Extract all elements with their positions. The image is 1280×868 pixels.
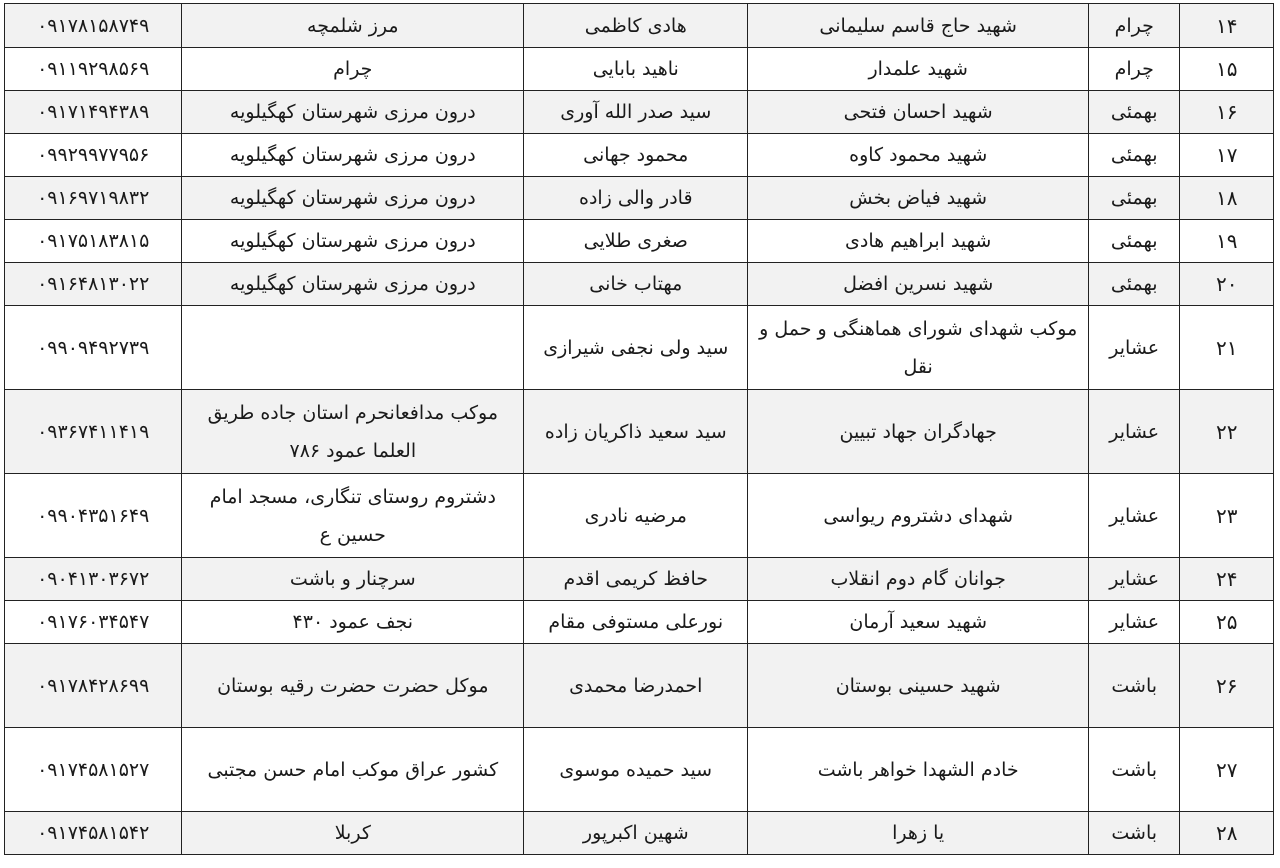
table-body [5, 4, 1274, 855]
cell-region: بهمئی [1089, 91, 1180, 134]
table-row [5, 306, 1274, 390]
cell-row-number: ۱۷ [1180, 134, 1274, 177]
cell-row-number: ۱۹ [1180, 220, 1274, 263]
cell-region: باشت [1089, 644, 1180, 728]
cell-phone: ۰۹۱۶۴۸۱۳۰۲۲ [5, 263, 182, 306]
mokeb-table [4, 3, 1274, 855]
cell-region: بهمئی [1089, 134, 1180, 177]
cell-location: دشتروم روستای تنگاری، مسجد امام حسین ع [182, 474, 524, 558]
cell-person-name: سید حمیده موسوی [524, 728, 748, 812]
cell-location: مرز شلمچه [182, 4, 524, 48]
cell-location: موکل حضرت حضرت رقیه بوستان [182, 644, 524, 728]
cell-location: درون مرزی شهرستان کهگیلویه [182, 177, 524, 220]
table-row [5, 728, 1274, 812]
cell-center-name: شهید نسرین افضل [748, 263, 1089, 306]
cell-center-name: شهید سعید آرمان [748, 601, 1089, 644]
cell-center-name: شهید حسینی بوستان [748, 644, 1089, 728]
cell-person-name: ناهید بابایی [524, 48, 748, 91]
cell-center-name: خادم الشهدا خواهر باشت [748, 728, 1089, 812]
cell-center-name: شهید احسان فتحی [748, 91, 1089, 134]
cell-region: باشت [1089, 728, 1180, 812]
cell-region: چرام [1089, 48, 1180, 91]
cell-person-name: حافظ کریمی اقدم [524, 558, 748, 601]
cell-person-name: سید صدر الله آوری [524, 91, 748, 134]
cell-phone: ۰۹۱۶۹۷۱۹۸۳۲ [5, 177, 182, 220]
cell-center-name: یا زهرا [748, 812, 1089, 855]
cell-row-number: ۱۵ [1180, 48, 1274, 91]
table-row [5, 558, 1274, 601]
cell-location: چرام [182, 48, 524, 91]
cell-region: بهمئی [1089, 263, 1180, 306]
cell-location: درون مرزی شهرستان کهگیلویه [182, 91, 524, 134]
cell-phone: ۰۹۹۰۹۴۹۲۷۳۹ [5, 306, 182, 390]
cell-location: درون مرزی شهرستان کهگیلویه [182, 220, 524, 263]
cell-region: عشایر [1089, 601, 1180, 644]
cell-center-name: شهید حاج قاسم سلیمانی [748, 4, 1089, 48]
cell-person-name: هادی کاظمی [524, 4, 748, 48]
cell-phone: ۰۹۱۷۸۴۲۸۶۹۹ [5, 644, 182, 728]
cell-center-name: شهدای دشتروم ریواسی [748, 474, 1089, 558]
cell-phone: ۰۹۱۷۶۰۳۴۵۴۷ [5, 601, 182, 644]
cell-row-number: ۲۷ [1180, 728, 1274, 812]
cell-phone: ۰۹۱۷۴۵۸۱۵۴۲ [5, 812, 182, 855]
cell-person-name: مرضیه نادری [524, 474, 748, 558]
cell-person-name: مهتاب خانی [524, 263, 748, 306]
cell-center-name: جهادگران جهاد تبیین [748, 390, 1089, 474]
cell-center-name: شهید علمدار [748, 48, 1089, 91]
cell-person-name: نورعلی مستوفی مقام [524, 601, 748, 644]
table-row [5, 474, 1274, 558]
table-row [5, 390, 1274, 474]
cell-center-name: شهید محمود کاوه [748, 134, 1089, 177]
table-row [5, 48, 1274, 91]
cell-region: بهمئی [1089, 220, 1180, 263]
cell-person-name: قادر والی زاده [524, 177, 748, 220]
cell-region: چرام [1089, 4, 1180, 48]
cell-row-number: ۲۶ [1180, 644, 1274, 728]
cell-row-number: ۲۸ [1180, 812, 1274, 855]
cell-person-name: سید ولی نجفی شیرازی [524, 306, 748, 390]
table-row [5, 601, 1274, 644]
cell-row-number: ۲۱ [1180, 306, 1274, 390]
cell-row-number: ۲۰ [1180, 263, 1274, 306]
data-table-container [4, 3, 1274, 855]
cell-region: عشایر [1089, 306, 1180, 390]
table-row [5, 134, 1274, 177]
cell-center-name: موکب شهدای شورای هماهنگی و حمل و نقل [748, 306, 1089, 390]
cell-phone: ۰۹۱۷۵۱۸۳۸۱۵ [5, 220, 182, 263]
cell-location: نجف عمود ۴۳۰ [182, 601, 524, 644]
table-row [5, 644, 1274, 728]
table-row [5, 91, 1274, 134]
cell-person-name: سید سعید ذاکریان زاده [524, 390, 748, 474]
cell-phone: ۰۹۱۱۹۲۹۸۵۶۹ [5, 48, 182, 91]
cell-row-number: ۲۳ [1180, 474, 1274, 558]
table-row [5, 220, 1274, 263]
cell-phone: ۰۹۱۷۸۱۵۸۷۴۹ [5, 4, 182, 48]
cell-phone: ۰۹۱۷۱۴۹۴۳۸۹ [5, 91, 182, 134]
cell-phone: ۰۹۱۷۴۵۸۱۵۲۷ [5, 728, 182, 812]
cell-location: سرچنار و باشت [182, 558, 524, 601]
cell-region: عشایر [1089, 390, 1180, 474]
cell-region: عشایر [1089, 474, 1180, 558]
cell-center-name: شهید فیاض بخش [748, 177, 1089, 220]
cell-region: عشایر [1089, 558, 1180, 601]
cell-phone: ۰۹۹۰۴۳۵۱۶۴۹ [5, 474, 182, 558]
cell-center-name: جوانان گام دوم انقلاب [748, 558, 1089, 601]
cell-person-name: محمود جهانی [524, 134, 748, 177]
cell-row-number: ۱۴ [1180, 4, 1274, 48]
cell-region: باشت [1089, 812, 1180, 855]
cell-row-number: ۱۸ [1180, 177, 1274, 220]
table-row [5, 4, 1274, 48]
cell-location [182, 306, 524, 390]
cell-location: کربلا [182, 812, 524, 855]
cell-location: کشور عراق موکب امام حسن مجتبی [182, 728, 524, 812]
cell-location: درون مرزی شهرستان کهگیلویه [182, 134, 524, 177]
cell-region: بهمئی [1089, 177, 1180, 220]
cell-row-number: ۲۴ [1180, 558, 1274, 601]
cell-row-number: ۲۲ [1180, 390, 1274, 474]
table-row [5, 263, 1274, 306]
cell-center-name: شهید ابراهیم هادی [748, 220, 1089, 263]
cell-phone: ۰۹۹۲۹۹۷۷۹۵۶ [5, 134, 182, 177]
cell-person-name: صغری طلایی [524, 220, 748, 263]
cell-person-name: شهین اکبرپور [524, 812, 748, 855]
cell-row-number: ۲۵ [1180, 601, 1274, 644]
cell-location: درون مرزی شهرستان کهگیلویه [182, 263, 524, 306]
cell-location: موکب مدافعانحرم استان جاده طریق العلما عمود ۷۸۶ [182, 390, 524, 474]
cell-row-number: ۱۶ [1180, 91, 1274, 134]
cell-phone: ۰۹۰۴۱۳۰۳۶۷۲ [5, 558, 182, 601]
cell-person-name: احمدرضا محمدی [524, 644, 748, 728]
table-row [5, 177, 1274, 220]
table-row [5, 812, 1274, 855]
cell-phone: ۰۹۳۶۷۴۱۱۴۱۹ [5, 390, 182, 474]
